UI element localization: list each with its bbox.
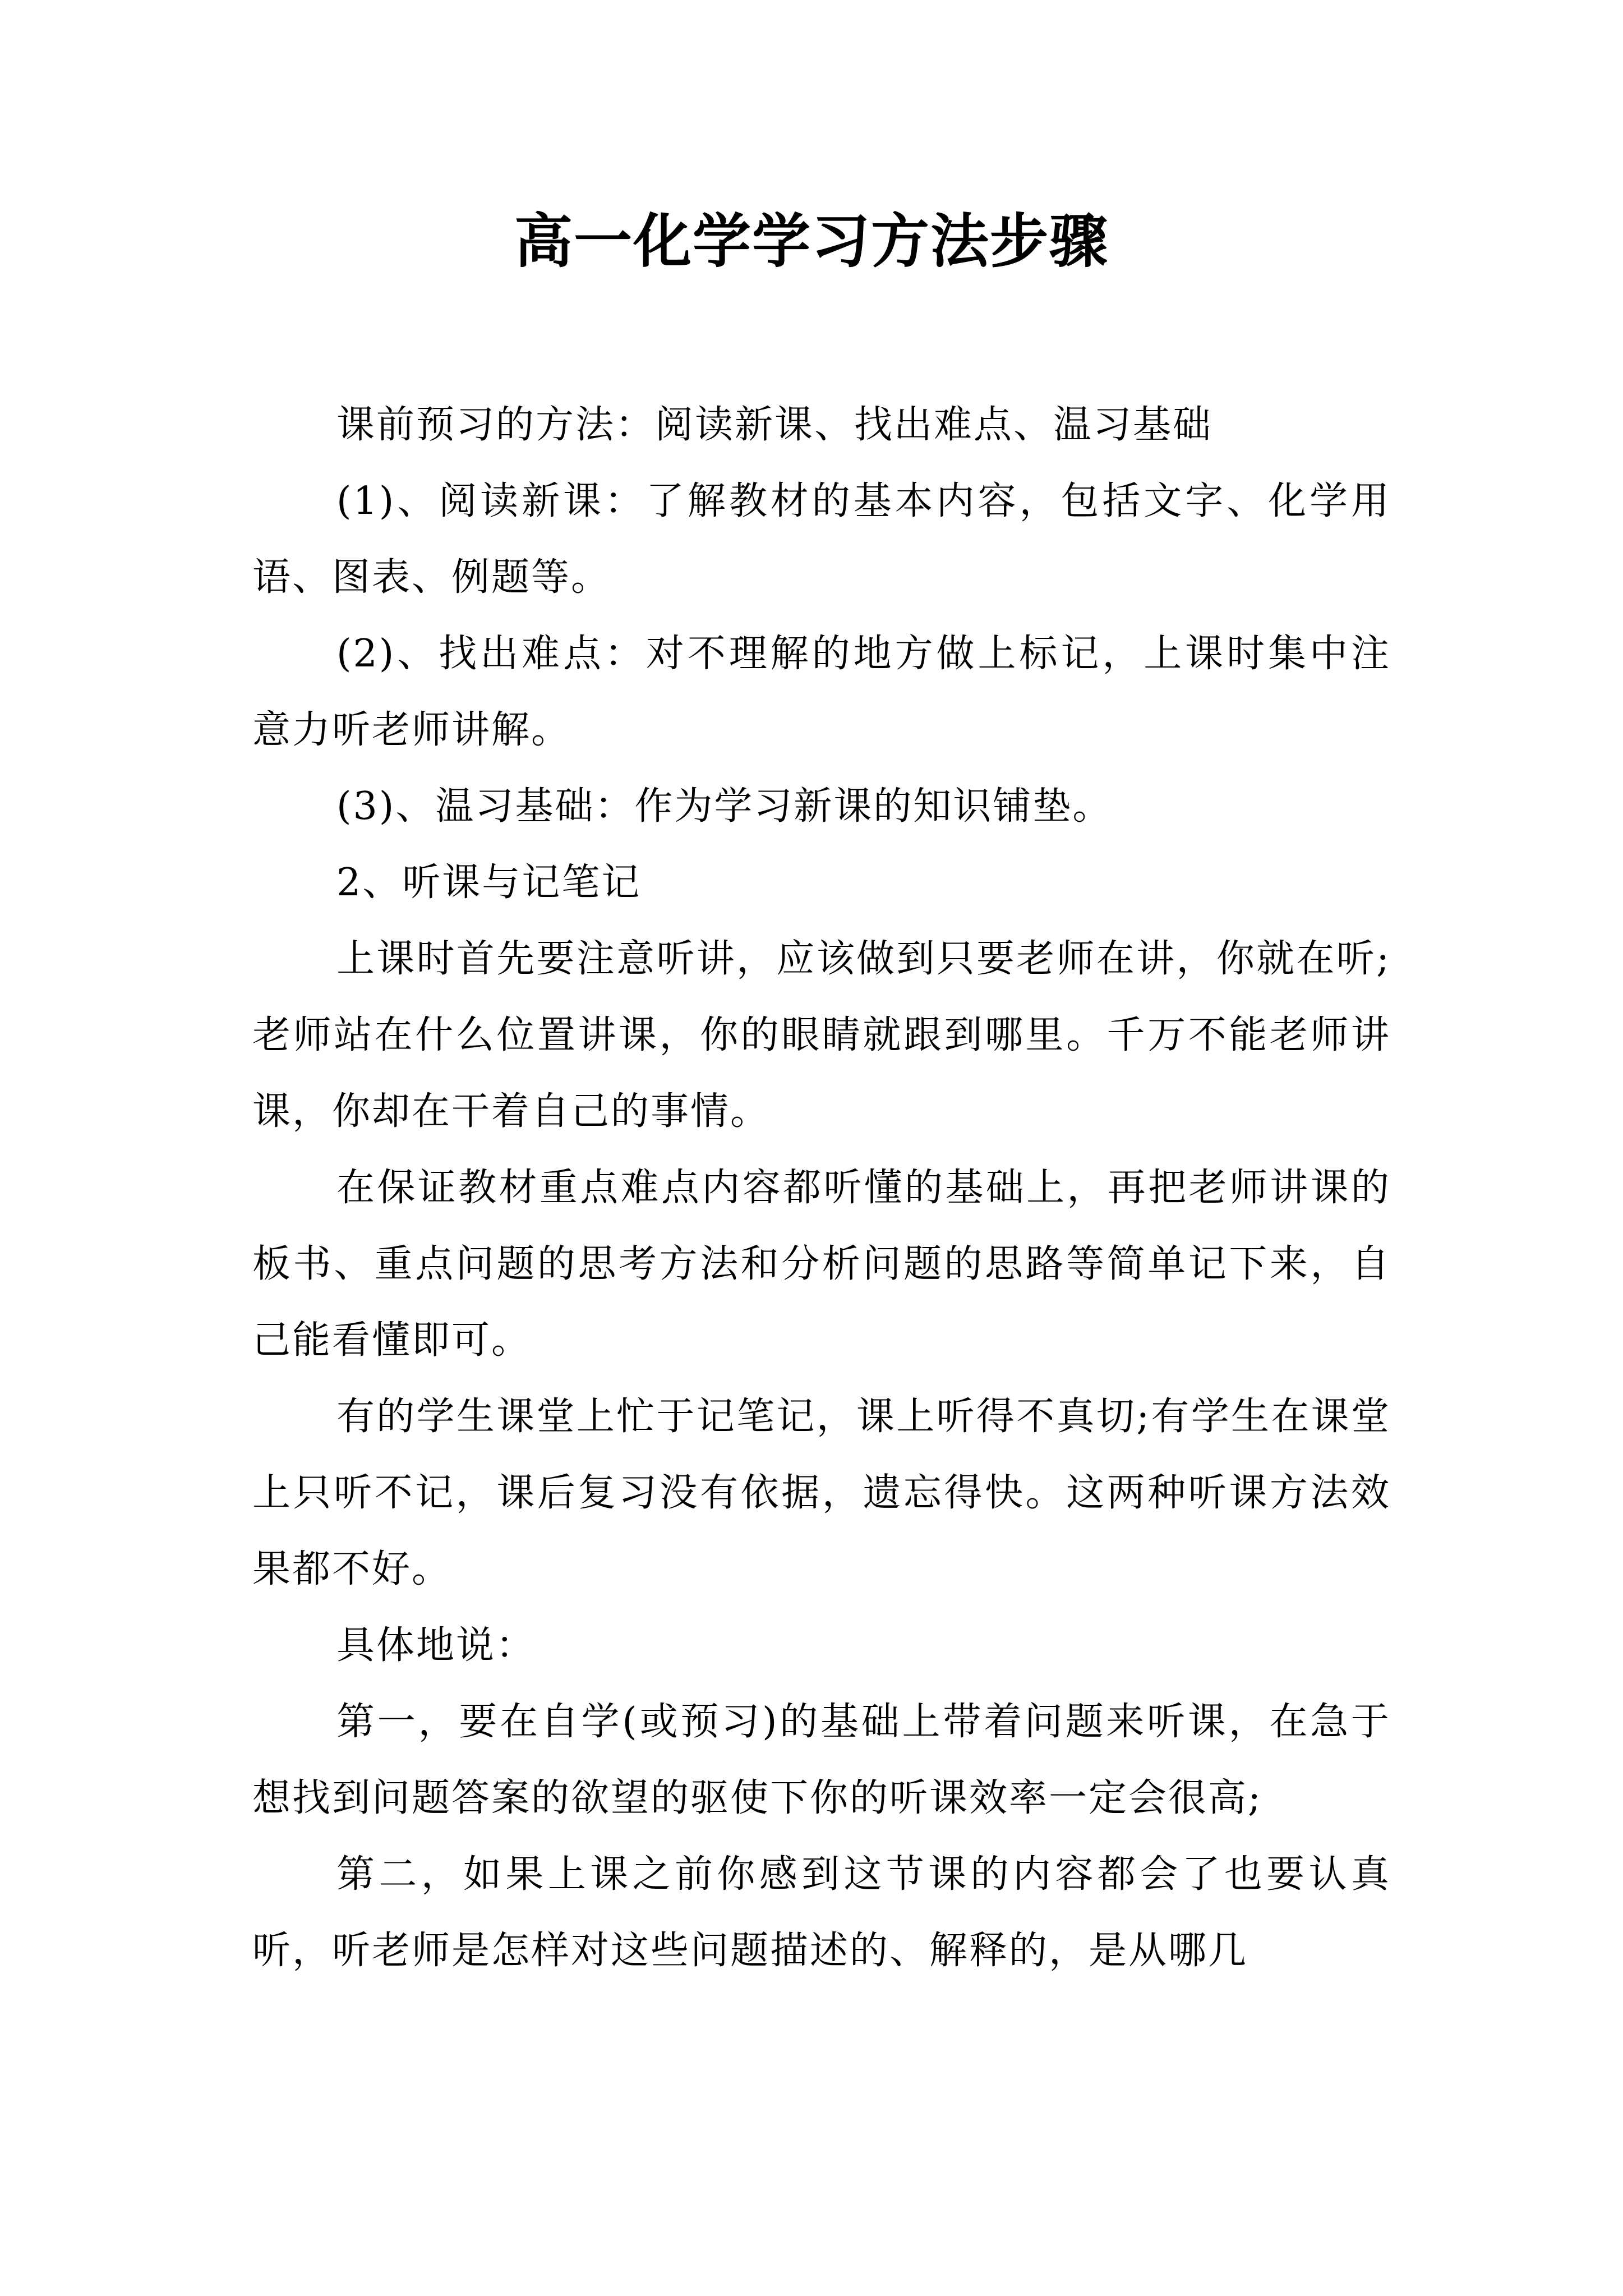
document-title: 高一化学学习方法步骤 [514, 206, 1109, 275]
paragraph-second-point: 第二，如果上课之前你感到这节课的内容都会了也要认真听，听老师是怎样对这些问题描述的、解释的，是从哪几 [252, 1852, 1391, 1973]
paragraph-specifically: 具体地说： [336, 1623, 536, 1668]
paragraph-take-notes: 在保证教材重点难点内容都听懂的基础上，再把老师讲课的板书、重点问题的思考方法和分析问题的思路等简单记下来，自己能看懂即可。 [252, 1166, 1391, 1363]
paragraph-read-new-lesson: (1)、阅读新课：了解教材的基本内容，包括文字、化学用语、图表、例题等。 [252, 479, 1391, 600]
paragraph-review-basics: (3)、温习基础：作为学习新课的知识铺垫。 [336, 784, 1113, 829]
paragraph-first-point: 第一，要在自学(或预习)的基础上带着问题来听课，在急于想找到问题答案的欲望的驱使下你的听课效率一定会很高; [252, 1700, 1391, 1820]
paragraph-listen-attentively: 上课时首先要注意听讲，应该做到只要老师在讲，你就在听;老师站在什么位置讲课，你的眼睛就跟到哪里。千万不能老师讲课，你却在干着自己的事情。 [252, 937, 1391, 1134]
document-body [252, 387, 1391, 1989]
paragraph-find-difficulties: (2)、找出难点：对不理解的地方做上标记，上课时集中注意力听老师讲解。 [252, 632, 1391, 752]
paragraph-bad-habits: 有的学生课堂上忙于记笔记，课上听得不真切;有学生在课堂上只听不记，课后复习没有依据，遗忘得快。这两种听课方法效果都不好。 [252, 1395, 1391, 1591]
paragraph-listening-notes-heading: 2、听课与记笔记 [336, 861, 642, 905]
paragraph-preview-method: 课前预习的方法：阅读新课、找出难点、温习基础 [336, 403, 1213, 447]
